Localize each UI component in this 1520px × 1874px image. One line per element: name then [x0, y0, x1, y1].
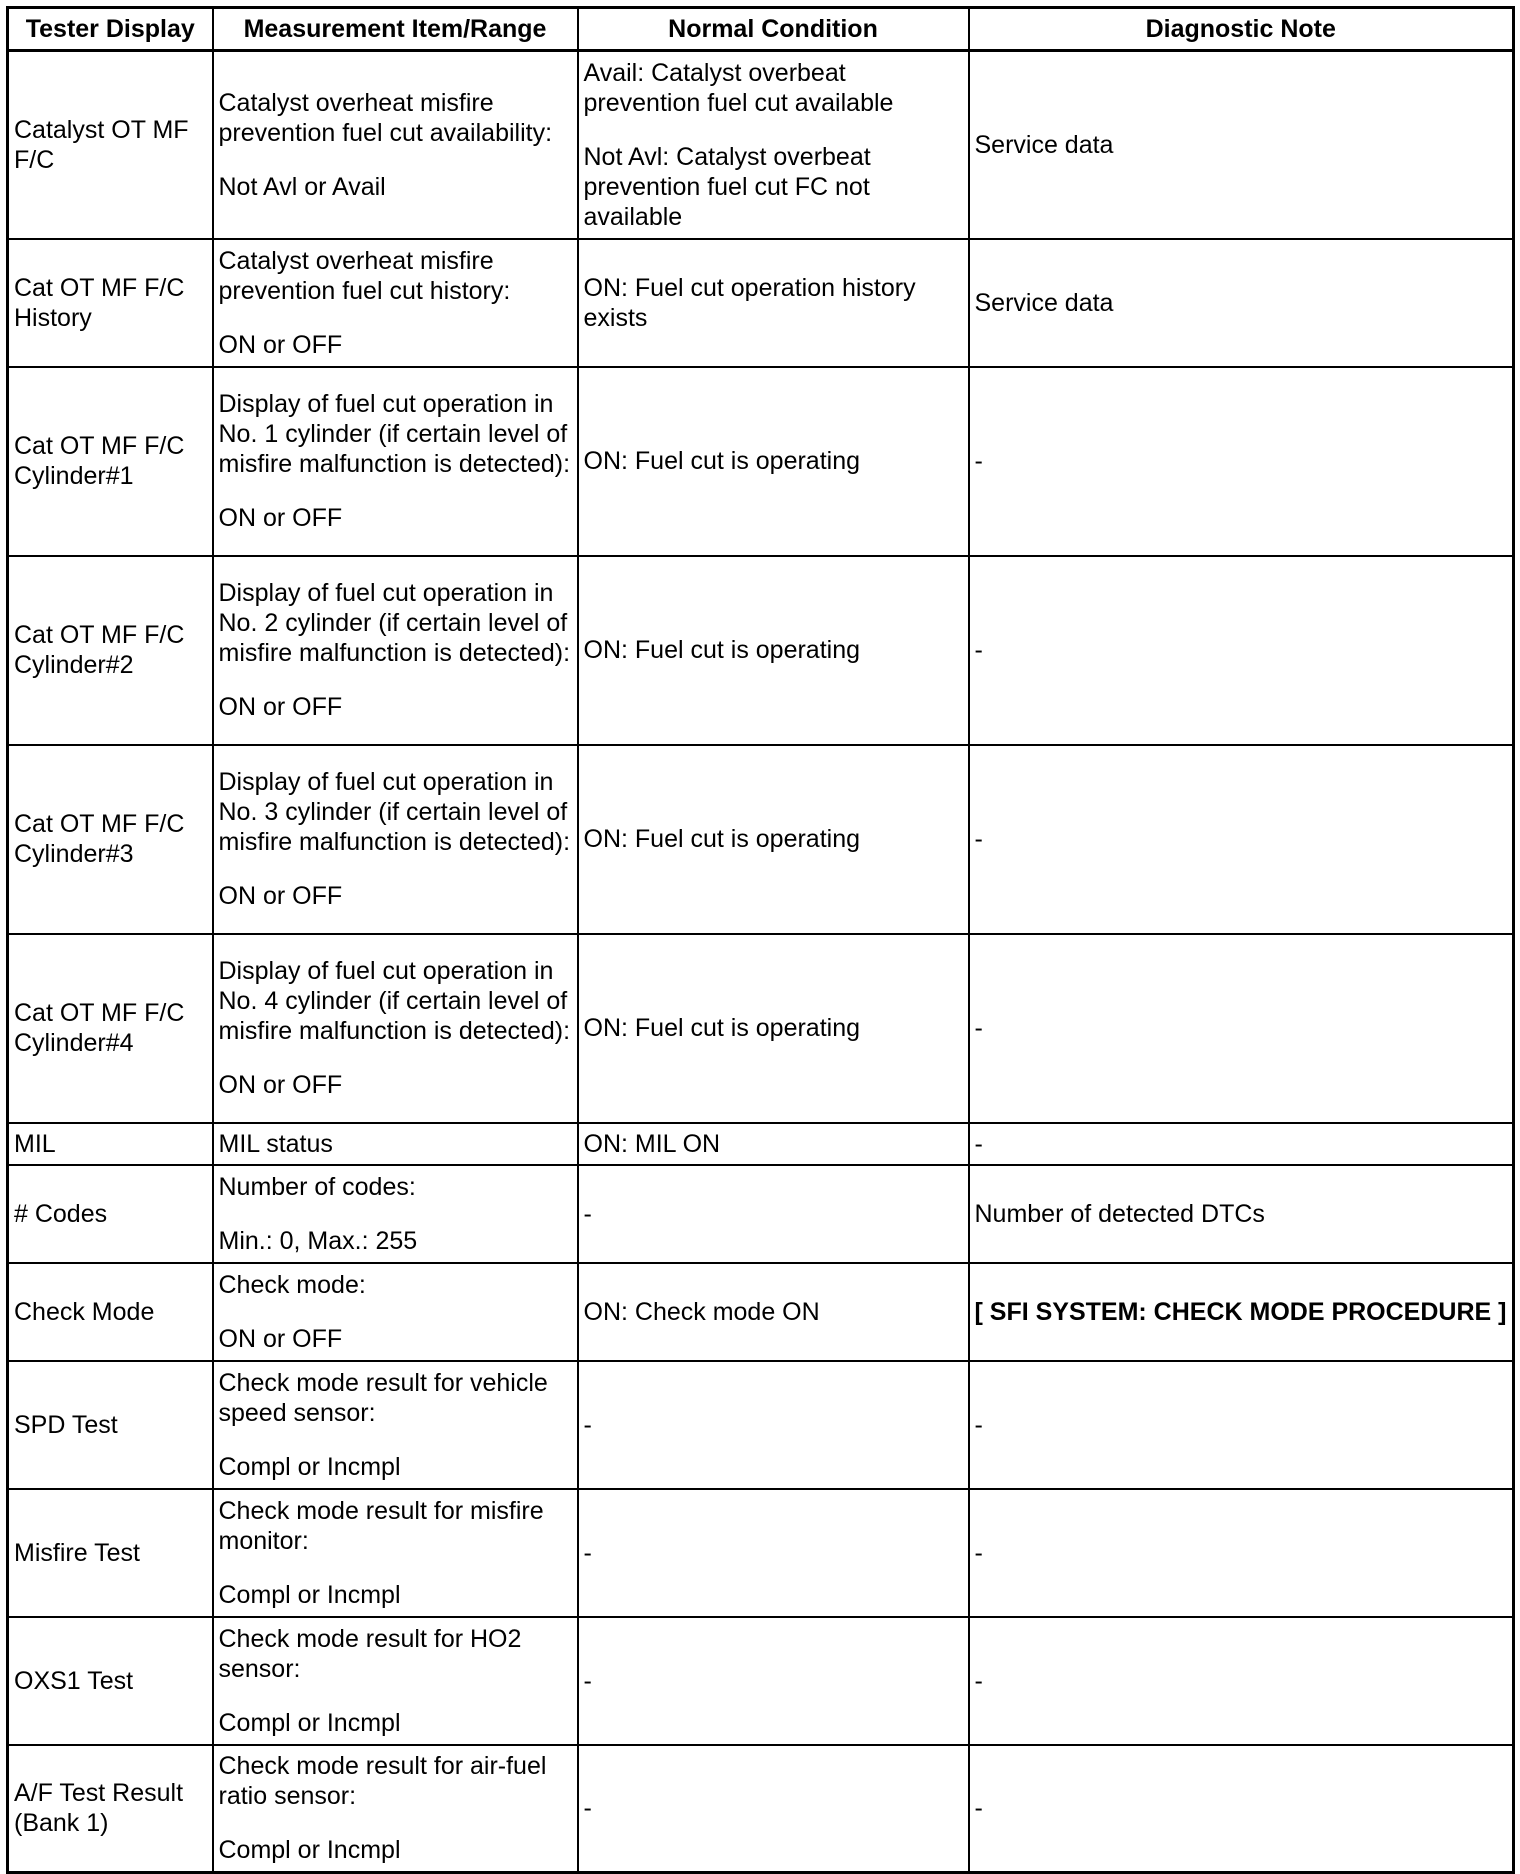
- measurement-text: Check mode result for air-fuel ratio sensor:: [218, 1752, 547, 1811]
- measurement-cell: [213, 1617, 578, 1745]
- measurement-range: ON or OFF: [218, 1324, 343, 1353]
- measurement-text: Number of codes:: [218, 1172, 416, 1201]
- normal-condition-text: ON: Fuel cut operation history exists: [583, 273, 916, 332]
- normal-condition-cell: [578, 1489, 969, 1617]
- normal-condition-cell: [578, 556, 969, 745]
- tester-display-cell: Check Mode: [8, 1263, 213, 1361]
- table-row: [8, 1489, 1514, 1617]
- normal-condition-text: -: [583, 1538, 592, 1567]
- normal-condition-text: ON: MIL ON: [583, 1129, 721, 1158]
- diagnostic-note-cell: -: [969, 1361, 1514, 1489]
- diagnostic-note-cell: Service data: [969, 239, 1514, 367]
- measurement-range: ON or OFF: [218, 504, 343, 532]
- diagnostic-note-cell: Number of detected DTCs: [969, 1165, 1514, 1263]
- data-list-table: [6, 6, 1515, 1874]
- normal-condition-text: -: [583, 1666, 592, 1695]
- measurement-cell: [213, 1745, 578, 1873]
- measurement-text: Display of fuel cut operation in No. 4 cylinder (if certain level of misfire malfunction is detected):: [218, 957, 571, 1045]
- diagnostic-note-cell: -: [969, 1123, 1514, 1165]
- table-header-row: [8, 8, 1514, 51]
- normal-condition-cell: [578, 1745, 969, 1873]
- tester-display-cell: Cat OT MF F/C Cylinder#1: [8, 367, 213, 556]
- measurement-cell: [213, 367, 578, 556]
- measurement-text: Catalyst overheat misfire prevention fuel cut history:: [218, 246, 511, 305]
- table-row: [8, 51, 1514, 239]
- normal-condition-cell: [578, 1263, 969, 1361]
- check-mode-procedure-link[interactable]: [ SFI SYSTEM: CHECK MODE PROCEDURE ]: [969, 1263, 1514, 1361]
- normal-condition-text: -: [583, 1410, 592, 1439]
- measurement-range: Compl or Incmpl: [218, 1708, 401, 1737]
- tester-display-cell: SPD Test: [8, 1361, 213, 1489]
- header-tester-display: Tester Display: [8, 8, 213, 51]
- normal-condition-text: ON: Fuel cut is operating: [583, 1014, 861, 1042]
- measurement-cell: [213, 556, 578, 745]
- tester-display-cell: MIL: [8, 1123, 213, 1165]
- diagnostic-note-cell: Service data: [969, 51, 1514, 239]
- measurement-cell: [213, 1489, 578, 1617]
- measurement-text: Display of fuel cut operation in No. 2 cylinder (if certain level of misfire malfunction is detected):: [218, 579, 571, 667]
- measurement-cell: [213, 51, 578, 239]
- diagnostic-note-cell: -: [969, 367, 1514, 556]
- measurement-range: ON or OFF: [218, 693, 343, 721]
- normal-condition-text: -: [583, 1199, 592, 1228]
- normal-condition-text: ON: Check mode ON: [583, 1297, 820, 1326]
- tester-display-cell: Cat OT MF F/C History: [8, 239, 213, 367]
- normal-condition-text: ON: Fuel cut is operating: [583, 825, 861, 853]
- normal-condition-text: Not Avl: Catalyst overbeat prevention fuel cut FC not available: [583, 142, 871, 231]
- normal-condition-cell: [578, 745, 969, 934]
- table-row: [8, 1165, 1514, 1263]
- tester-display-cell: Cat OT MF F/C Cylinder#2: [8, 556, 213, 745]
- header-measurement: Measurement Item/Range: [213, 8, 578, 51]
- normal-condition-text: ON: Fuel cut is operating: [583, 636, 861, 664]
- normal-condition-text: Avail: Catalyst overbeat prevention fuel cut available: [583, 58, 894, 117]
- measurement-range: Compl or Incmpl: [218, 1836, 401, 1865]
- measurement-text: Catalyst overheat misfire prevention fuel cut availability:: [218, 88, 553, 147]
- normal-condition-cell: [578, 934, 969, 1123]
- table-row: [8, 556, 1514, 745]
- tester-display-cell: Misfire Test: [8, 1489, 213, 1617]
- measurement-range: Min.: 0, Max.: 255: [218, 1226, 418, 1255]
- tester-display-cell: A/F Test Result (Bank 1): [8, 1745, 213, 1873]
- diagnostic-note-cell: -: [969, 745, 1514, 934]
- measurement-range: Compl or Incmpl: [218, 1580, 401, 1609]
- table-row: [8, 239, 1514, 367]
- diagnostic-note-cell: -: [969, 556, 1514, 745]
- table-row: [8, 367, 1514, 556]
- measurement-cell: [213, 239, 578, 367]
- normal-condition-cell: [578, 1617, 969, 1745]
- table-row: [8, 1123, 1514, 1165]
- normal-condition-cell: [578, 367, 969, 556]
- measurement-cell: [213, 1123, 578, 1165]
- table-row: [8, 1263, 1514, 1361]
- normal-condition-text: ON: Fuel cut is operating: [583, 447, 861, 475]
- tester-display-cell: Cat OT MF F/C Cylinder#4: [8, 934, 213, 1123]
- tester-display-cell: # Codes: [8, 1165, 213, 1263]
- measurement-text: MIL status: [218, 1129, 333, 1158]
- measurement-cell: [213, 1165, 578, 1263]
- diagnostic-note-cell: -: [969, 1617, 1514, 1745]
- measurement-cell: [213, 745, 578, 934]
- measurement-range: Compl or Incmpl: [218, 1452, 401, 1481]
- measurement-text: Check mode result for misfire monitor:: [218, 1496, 544, 1555]
- measurement-text: Check mode result for vehicle speed sensor:: [218, 1368, 548, 1427]
- normal-condition-text: -: [583, 1794, 592, 1823]
- tester-display-cell: Cat OT MF F/C Cylinder#3: [8, 745, 213, 934]
- measurement-cell: [213, 934, 578, 1123]
- measurement-range: ON or OFF: [218, 1071, 343, 1099]
- measurement-range: ON or OFF: [218, 330, 343, 359]
- data-list-table-wrapper: [6, 6, 1512, 1874]
- diagnostic-note-cell: -: [969, 1489, 1514, 1617]
- measurement-range: Not Avl or Avail: [218, 172, 386, 201]
- measurement-cell: [213, 1361, 578, 1489]
- header-diagnostic-note: Diagnostic Note: [969, 8, 1514, 51]
- diagnostic-note-cell: -: [969, 1745, 1514, 1873]
- table-row: [8, 934, 1514, 1123]
- table-row: [8, 1361, 1514, 1489]
- tester-display-cell: Catalyst OT MF F/C: [8, 51, 213, 239]
- tester-display-cell: OXS1 Test: [8, 1617, 213, 1745]
- measurement-text: Display of fuel cut operation in No. 3 cylinder (if certain level of misfire malfunction is detected):: [218, 768, 571, 856]
- header-normal-condition: Normal Condition: [578, 8, 969, 51]
- measurement-text: Check mode:: [218, 1270, 366, 1299]
- normal-condition-cell: [578, 51, 969, 239]
- measurement-text: Display of fuel cut operation in No. 1 cylinder (if certain level of misfire malfunction is detected):: [218, 390, 571, 478]
- table-row: [8, 745, 1514, 934]
- table-row: [8, 1617, 1514, 1745]
- diagnostic-note-cell: -: [969, 934, 1514, 1123]
- table-row: [8, 1745, 1514, 1873]
- measurement-cell: [213, 1263, 578, 1361]
- measurement-text: Check mode result for HO2 sensor:: [218, 1624, 522, 1683]
- normal-condition-cell: [578, 1165, 969, 1263]
- normal-condition-cell: [578, 1123, 969, 1165]
- measurement-range: ON or OFF: [218, 882, 343, 910]
- normal-condition-cell: [578, 239, 969, 367]
- normal-condition-cell: [578, 1361, 969, 1489]
